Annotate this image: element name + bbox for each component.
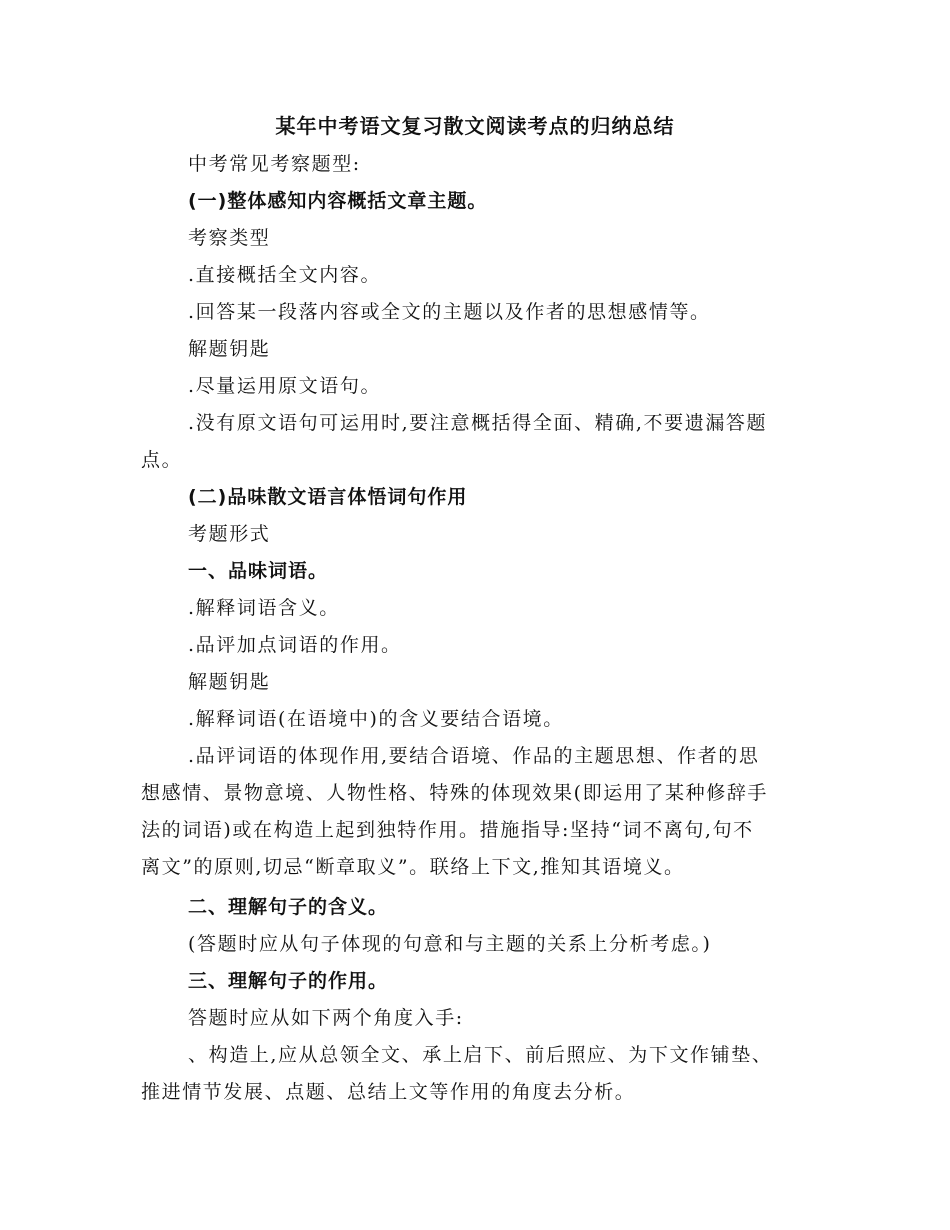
list-item: .回答某一段落内容或全文的主题以及作者的思想感情等。 bbox=[188, 301, 711, 323]
list-item: .品评加点词语的作用。 bbox=[188, 634, 402, 656]
section-heading-1: (一)整体感知内容概括文章主题。 bbox=[188, 190, 488, 212]
list-item: 、构造上,应从总领全文、承上启下、前后照应、为下文作铺垫、 bbox=[188, 1044, 773, 1066]
list-item: .没有原文语句可运用时,要注意概括得全面、精确,不要遗漏答题 bbox=[188, 412, 768, 434]
numbered-heading-3: 三、理解句子的作用。 bbox=[188, 970, 389, 992]
section-heading-2: (二)品味散文语言体悟词句作用 bbox=[188, 486, 468, 508]
paragraph-continuation: 想感情、景物意境、人物性格、特殊的体现效果(即运用了某种修辞手 bbox=[141, 782, 769, 804]
numbered-heading-1: 一、品味词语。 bbox=[188, 560, 329, 582]
subheading-solution-key: 解题钥匙 bbox=[188, 671, 271, 693]
list-item: .解释词语含义。 bbox=[188, 597, 340, 619]
paragraph-continuation: 离文”的原则,切忌“断章取义”。联络上下文,推知其语境义。 bbox=[141, 856, 685, 878]
list-item: .直接概括全文内容。 bbox=[188, 264, 382, 286]
subheading-question-form: 考题形式 bbox=[188, 523, 271, 545]
document-title: 某年中考语文复习散文阅读考点的归纳总结 bbox=[275, 114, 675, 138]
numbered-heading-2: 二、理解句子的含义。 bbox=[188, 896, 389, 918]
list-item: .尽量运用原文语句。 bbox=[188, 375, 382, 397]
list-item: .解释词语(在语境中)的含义要结合语境。 bbox=[188, 708, 564, 730]
paragraph-continuation: 点。 bbox=[141, 449, 183, 471]
subheading-exam-type: 考察类型 bbox=[188, 227, 271, 249]
paragraph: (答题时应从句子体现的句意和与主题的关系上分析考虑。) bbox=[188, 933, 712, 955]
paragraph-continuation: 法的词语)或在构造上起到独特作用。措施指导:坚持“词不离句,句不 bbox=[141, 819, 754, 841]
list-item: .品评词语的体现作用,要结合语境、作品的主题思想、作者的思 bbox=[188, 745, 760, 767]
paragraph-continuation: 推进情节发展、点题、总结上文等作用的角度去分析。 bbox=[141, 1081, 636, 1103]
subheading-solution-key: 解题钥匙 bbox=[188, 338, 271, 360]
section-intro: 中考常见考察题型: bbox=[188, 153, 361, 175]
paragraph: 答题时应从如下两个角度入手: bbox=[188, 1007, 464, 1029]
